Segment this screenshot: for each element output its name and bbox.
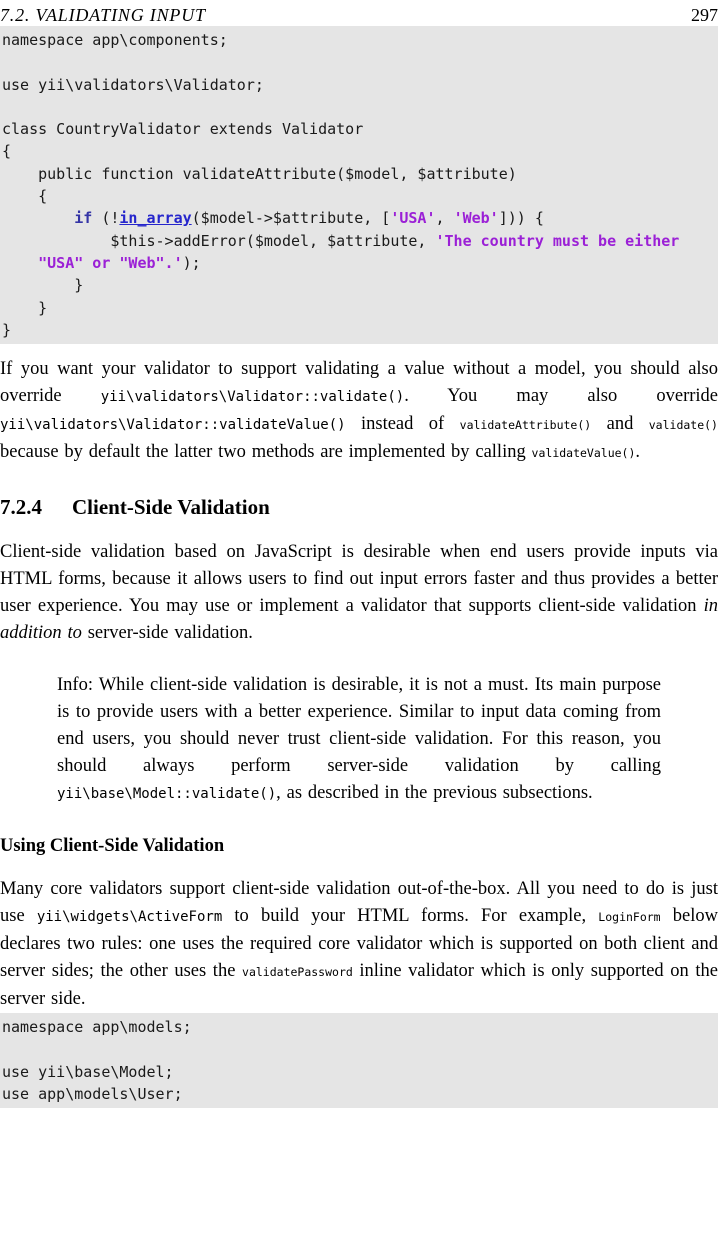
code-token: "USA" or "Web".'	[38, 253, 183, 272]
code-line	[2, 252, 718, 274]
code-token: {	[2, 187, 48, 206]
text-run: instead of	[345, 414, 460, 435]
text-run: , as described in the previous subsections.	[276, 783, 593, 804]
paragraph-using-client-side	[0, 876, 718, 1013]
code-line	[2, 140, 718, 162]
text-run: validatePassword	[242, 965, 353, 980]
text-run: validateAttribute()	[459, 418, 592, 433]
text-run: and	[591, 414, 649, 435]
code-token: namespace app\models;	[2, 1018, 192, 1037]
code-token: }	[2, 276, 84, 295]
code-line	[2, 297, 718, 319]
page-header	[0, 0, 718, 26]
code-line	[2, 185, 718, 207]
text-run: Client-side validation based on JavaScript is desirable when end users provide inputs via HTML forms, because it allows users to find out input errors faster and thus provides a better user experience. You may use or implement a validator that supports client-side validation	[0, 542, 718, 617]
code-token: ])) {	[498, 209, 544, 228]
text-run: . You may also override	[404, 386, 718, 407]
text-run: inline validator which is only supported on the server side.	[0, 961, 718, 1010]
code-line	[2, 1083, 718, 1105]
code-line	[2, 51, 718, 73]
text-run: to build your HTML forms. For example,	[222, 906, 599, 927]
text-run: If you want your validator to support validating a value without a model, you should also override	[0, 359, 718, 407]
code-line	[2, 1061, 718, 1083]
code-line	[2, 96, 718, 118]
code-token: );	[182, 253, 201, 272]
code-token: $this->addError($model, $attribute,	[2, 231, 436, 250]
section-title: Client-Side Validation	[72, 495, 270, 520]
paragraph-client-side-intro	[0, 539, 718, 647]
text-run: in addition to	[0, 596, 718, 644]
code-line	[2, 1016, 718, 1038]
code-token: namespace app\components;	[2, 31, 228, 49]
text-run: validateValue()	[531, 446, 636, 461]
code-token: use yii\validators\Validator;	[2, 75, 264, 94]
text-run: server-side validation.	[81, 623, 253, 644]
code-block-login-form	[0, 1013, 718, 1108]
code-token: 'USA'	[390, 209, 436, 228]
paragraph-override-validate	[0, 356, 718, 467]
text-run: validate()	[648, 418, 718, 433]
code-line	[2, 274, 718, 296]
text-run: yii\widgets\ActiveForm	[36, 909, 223, 926]
text-run: yii\base\Model::validate()	[57, 786, 277, 803]
code-token: public function validateAttribute($model, $attribute)	[2, 164, 517, 183]
code-token: ($model->$attribute, [	[191, 209, 391, 228]
code-token: in_array	[119, 209, 192, 228]
section-number: 7.2.4	[0, 495, 42, 520]
code-line	[2, 207, 718, 229]
text-run: yii\validators\Validator::validateValue()	[0, 417, 346, 434]
code-token: ,	[435, 209, 454, 228]
code-token: (!	[92, 209, 120, 228]
code-token: use app\models\User;	[2, 1085, 183, 1104]
code-line	[2, 118, 718, 140]
code-token	[2, 209, 74, 227]
text-run: because by default the latter two methods are implemented by calling	[0, 442, 532, 463]
info-quote-block	[57, 672, 661, 808]
section-heading	[0, 494, 718, 520]
code-token: if	[74, 209, 93, 228]
code-token: {	[2, 142, 12, 161]
code-token	[2, 254, 38, 272]
text-run: .	[635, 442, 641, 463]
code-line	[2, 230, 718, 252]
subsection-heading: Using Client-Side Validation	[0, 836, 225, 857]
code-token: 'Web'	[453, 209, 499, 228]
code-token: use yii\base\Model;	[2, 1062, 174, 1081]
code-line	[2, 74, 718, 96]
code-token: }	[2, 320, 12, 339]
code-line	[2, 29, 718, 51]
code-token: }	[2, 298, 48, 317]
text-run: LoginForm	[598, 910, 661, 925]
code-line	[2, 163, 718, 185]
code-block-country-validator	[0, 26, 718, 344]
text-run: yii\validators\Validator::validate()	[100, 389, 405, 406]
text-run: below declares two rules: one uses the required core validator which is supported on both client and server sides; the other uses the	[0, 906, 718, 982]
code-line	[2, 319, 718, 341]
code-line	[2, 1038, 718, 1060]
text-run: Info: While client-side validation is desirable, it is not a must. Its main purpose is to provide users with a better experience. Similar to input data coming from end users, you should never trust client-side validation. For this reason, you should always perform server-side validation by calling	[57, 675, 661, 777]
text-run: Many core validators support client-side validation out-of-the-box. All you need to do is just use	[0, 879, 718, 927]
code-token: 'The country must be either	[435, 231, 680, 250]
page-number: 297	[691, 5, 718, 25]
code-token: class CountryValidator extends Validator	[2, 120, 364, 139]
running-section-title: 7.2. VALIDATING INPUT	[0, 5, 206, 25]
